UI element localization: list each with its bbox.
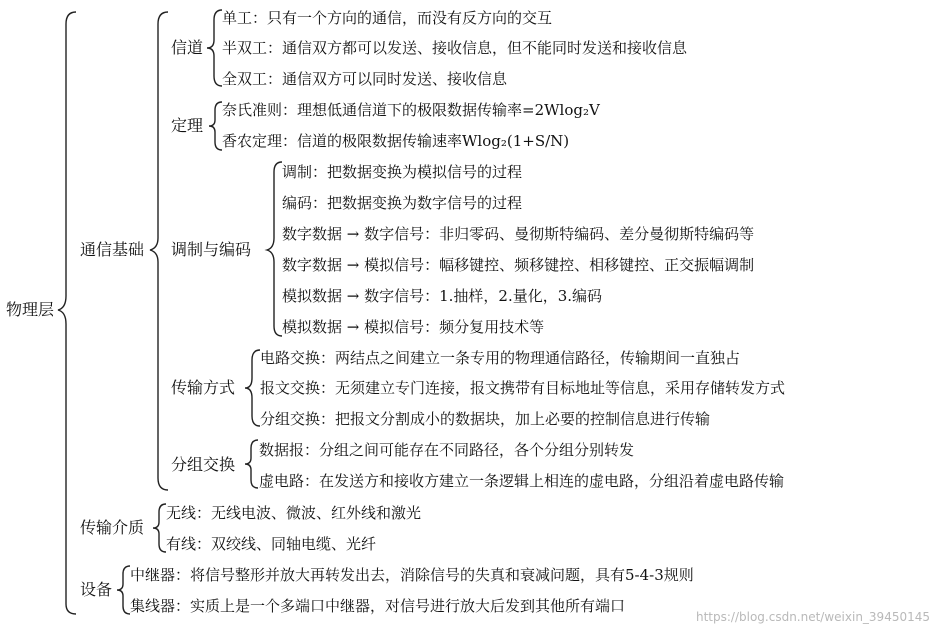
channel-label: 信道 — [171, 38, 204, 57]
media-item: 有线：双绞线、同轴电缆、光纤 — [166, 535, 377, 553]
transmission-label: 传输方式 — [171, 378, 236, 397]
device-item: 中继器：将信号整形并放大再转发出去，消除信号的失真和衰减问题，具有5-4-3规则 — [130, 566, 694, 584]
packet-label: 分组交换 — [171, 455, 236, 474]
device-item: 集线器：实质上是一个多端口中继器，对信号进行放大后发到其他所有端口 — [130, 597, 626, 615]
root-brace — [58, 12, 76, 614]
theorem-item: 奈氏准则：理想低通信道下的极限数据传输率=2Wlog₂V — [222, 101, 600, 119]
packet-item: 数据报：分组之间可能存在不同路径，各个分组分别转发 — [259, 441, 635, 459]
modulation-item: 调制：把数据变换为模拟信号的过程 — [282, 163, 523, 181]
modulation-item: 数字数据 → 数字信号：非归零码、曼彻斯特编码、差分曼彻斯特编码等 — [282, 225, 755, 243]
transmission-item: 电路交换：两结点之间建立一条专用的物理通信路径，传输期间一直独占 — [260, 349, 741, 367]
theorem-label: 定理 — [171, 116, 204, 135]
theorem-item: 香农定理：信道的极限数据传输速率Wlog₂(1+S/N) — [222, 132, 570, 150]
transmission-brace — [245, 350, 260, 426]
modulation-label: 调制与编码 — [171, 240, 252, 259]
comm-label: 通信基础 — [80, 240, 145, 259]
channel-item: 单工：只有一个方向的通信，而没有反方向的交互 — [222, 9, 553, 27]
comm-brace — [150, 12, 168, 490]
transmission-item: 分组交换：把报文分割成小的数据块，加上必要的控制信息进行传输 — [260, 410, 711, 428]
media-label: 传输介质 — [80, 518, 145, 537]
modulation-brace — [267, 162, 282, 336]
channel-brace — [207, 10, 222, 86]
packet-brace — [245, 440, 258, 488]
modulation-item: 编码：把数据变换为数字信号的过程 — [282, 194, 523, 212]
device-brace — [117, 566, 130, 614]
watermark: https://blog.csdn.net/weixin_39450145 — [695, 610, 930, 624]
modulation-item: 模拟数据 → 模拟信号：频分复用技术等 — [282, 318, 545, 336]
modulation-item: 数字数据 → 模拟信号：幅移键控、频移键控、相移键控、正交振幅调制 — [282, 256, 755, 274]
channel-item: 半双工：通信双方都可以发送、接收信息，但不能同时发送和接收信息 — [222, 39, 688, 57]
packet-item: 虚电路：在发送方和接收方建立一条逻辑上相连的虚电路，分组沿着虚电路传输 — [259, 472, 785, 490]
media-brace — [153, 504, 166, 552]
theorem-brace — [209, 102, 222, 150]
device-label: 设备 — [80, 580, 113, 599]
root-label: 物理层 — [6, 300, 55, 319]
transmission-item: 报文交换：无须建立专门连接，报文携带有目标地址等信息，采用存储转发方式 — [260, 379, 786, 397]
modulation-item: 模拟数据 → 数字信号：1.抽样，2.量化，3.编码 — [282, 287, 603, 305]
channel-item: 全双工：通信双方可以同时发送、接收信息 — [222, 70, 508, 88]
media-item: 无线：无线电波、微波、红外线和激光 — [166, 504, 422, 522]
